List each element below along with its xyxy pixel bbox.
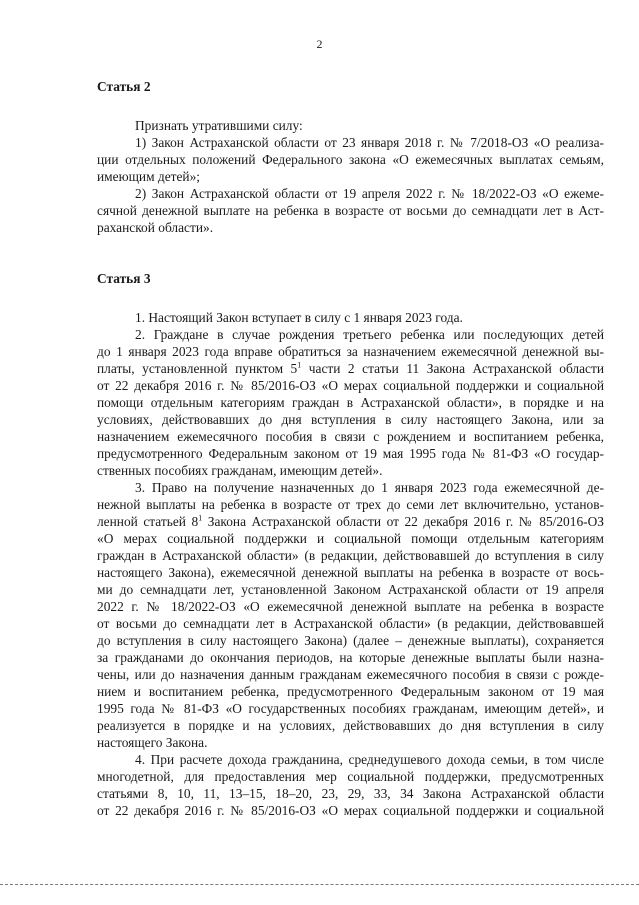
article-3-paragraph-1: 1. Настоящий Закон вступает в силу с 1 января 2023 года. (135, 310, 463, 325)
document-body (97, 78, 604, 819)
page-bottom-border (0, 884, 639, 885)
article-3-paragraph-4: 4. При расчете дохода гражданина, среднедушевого дохода семьи, в том числе многодетной, для предоставления мер социальной поддержки, предусмотренных статьями 8, 10, 11, 13–15, 18–20, 23, 29, 33, 34 Закона Астраханской области от 22 декабря 2016 г. № 85/2016-ОЗ «О мерах социальной поддержки и социальной (97, 752, 604, 818)
article-3-heading: Статья 3 (97, 271, 151, 286)
article-3-paragraph-2: 2. Граждане в случае рождения третьего ребенка или последующих детей до 1 января 2023 года вправе обратиться за назначением ежемесячной денежной вы- платы, установленной пунктом $5^1$ части 2 статьи 11 Закона Астраханской области от 22 декабря 2016 г. № 85/2016-ОЗ «О мерах социальной поддержки и социальной помощи отдельным категориям граждан в Астраханской области», в порядке и на условиях, действовавших до дня вступления в силу настоящего Закона, или за назначением ежемесячного пособия в связи с рождением и воспитанием ребенка, предусмотренного Федеральным законом от 19 мая 1995 года № 81-ФЗ «О государ- ственных пособиях гражданам, имеющим детей». (97, 327, 605, 478)
page-number: 2 (316, 37, 323, 51)
article-3-paragraph-3: 3. Право на получение назначенных до 1 января 2023 года ежемесячной де- нежной выплаты на ребенка в возрасте от трех до семи лет включительно, установ- ленной статьей $8^1$ Закона Астраханской области от 22 декабря 2016 г. № 85/2016-ОЗ «О мерах социальной поддержки и социальной помощи отдельным категориям граждан в Астраханской области» (в редакции, действовавшей до вступления в силу настоящего Закона), ежемесячной денежной выплаты на ребенка в возрасте от вось- ми до семнадцати лет, установленной Законом Астраханской области от 19 апреля 2022 г. № 18/2022-ОЗ «О ежемесячной денежной выплате на ребенка в возрасте от восьми до семнадцати лет в Астраханской области» (в редакции, действовавшей до вступления в силу настоящего Закона) (далее – денежные выплаты), сохраняется за гражданами до окончания периодов, на которые денежные выплаты были назна- чены, или до назначения данным гражданам ежемесячного пособия в связи с рожде- нием и воспитанием ребенка, предусмотренного Федеральным законом от 19 мая 1995 года № 81-ФЗ «О государственных пособиях гражданам, имеющим детей», и реализуется в порядке и на условиях, действовавших до дня вступления в силу настоящего Закона. (97, 480, 604, 750)
article-2-item-1: 1) Закон Астраханской области от 23 января 2018 г. № 7/2018-ОЗ «О реализа- ции отдельных положений Федерального закона «О ежемесячных выплатах семьям, имеющим детей»; (97, 135, 604, 184)
footnote-superscript: 1 (198, 513, 203, 523)
footnote-superscript: 1 (297, 360, 302, 370)
article-2-intro: Признать утратившими силу: (135, 118, 303, 133)
article-2-item-2: 2) Закон Астраханской области от 19 апреля 2022 г. № 18/2022-ОЗ «О ежеме- сячной денежной выплате на ребенка в возрасте от восьми до семнадцати лет в Аст- раханской области». (97, 186, 604, 235)
article-2-heading: Статья 2 (97, 79, 151, 94)
